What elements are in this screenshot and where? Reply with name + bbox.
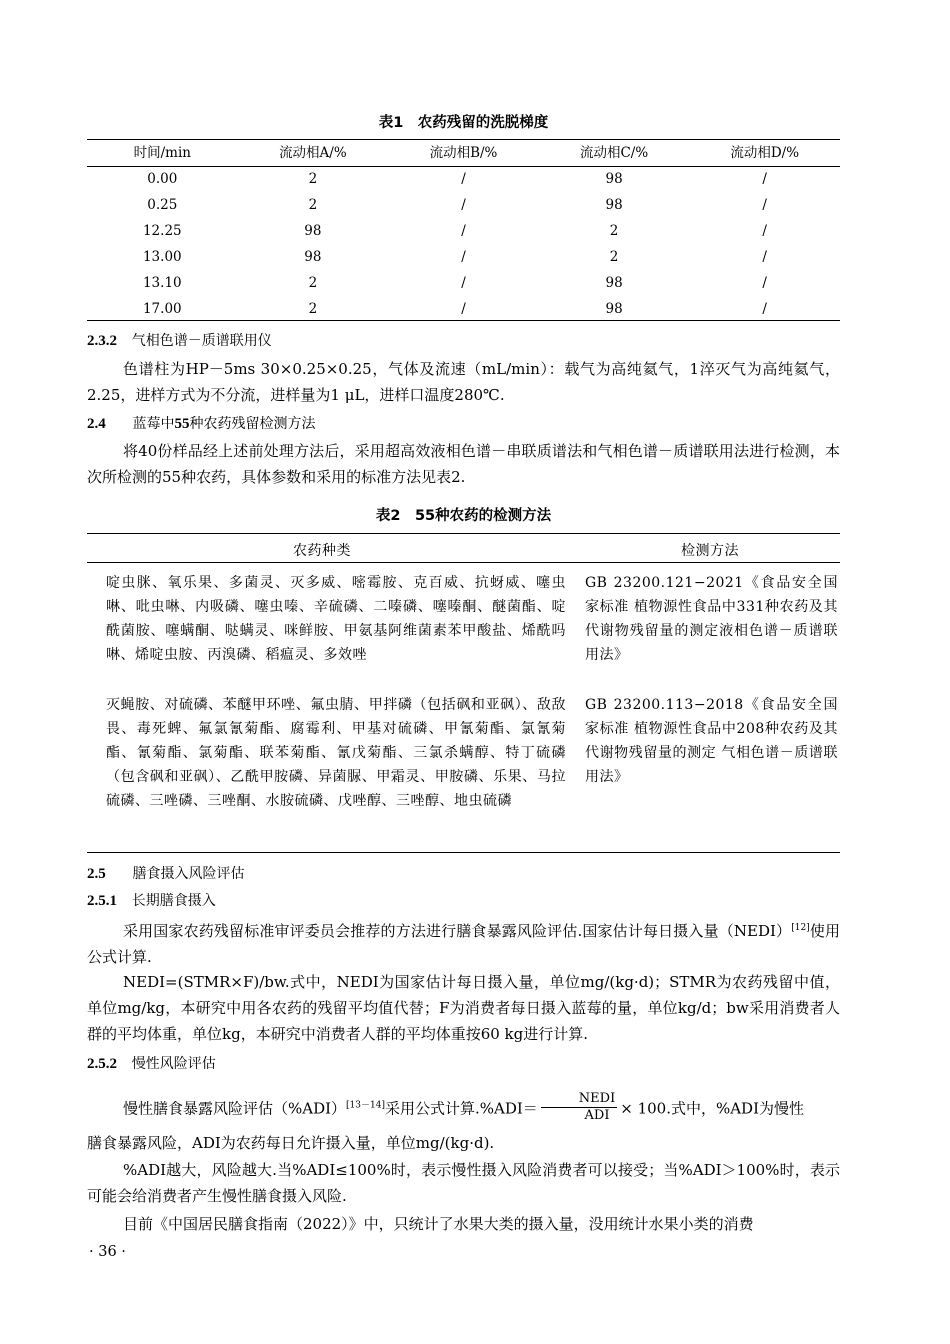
table-cell: / xyxy=(461,301,466,318)
table1 xyxy=(87,141,840,323)
table-cell: 啶虫脒、氧乐果、多菌灵、灭多威、嘧霉胺、克百威、抗蚜威、噻虫啉、吡虫啉、内吸磷、噻虫嗪、辛硫磷、二嗪磷、噻嗪酮、醚菌酯、啶酰菌胺、噻螨酮、哒螨灵、咪鲜胺、甲氨基阿维菌素苯甲酸盐、烯酰吗啉、烯啶虫胺、丙溴磷、稻瘟灵、多效唑 xyxy=(106,575,566,663)
table1-caption: 表1 农药残留的洗脱梯度 xyxy=(378,115,549,131)
table-cell: 17.00 xyxy=(142,301,182,318)
table1-top-rule xyxy=(87,139,840,140)
table-row xyxy=(87,167,840,194)
table1-header-row xyxy=(87,141,840,167)
section-title: 种农药残留检测方法 xyxy=(189,416,316,432)
table-cell: / xyxy=(461,275,466,292)
citation: [12] xyxy=(791,923,810,933)
text: 慢性膳食暴露风险评估（%ADI） xyxy=(123,1099,347,1118)
table-cell: 98 xyxy=(605,197,623,214)
table-cell: GB 23200.121−2021《食品安全国家标准 植物源性食品中331种农药及其代谢物残留量的测定液相色谱－质谱联用法》 xyxy=(585,575,838,663)
table1-header: 时间/min xyxy=(133,144,191,161)
table2-header-rule xyxy=(87,562,840,563)
fraction xyxy=(541,1091,617,1124)
section-title: 气相色谱－质谱联用仪 xyxy=(131,333,272,349)
table-cell: / xyxy=(762,275,767,292)
fraction-numerator: NEDI xyxy=(541,1091,617,1108)
section-heading-2-4 xyxy=(87,410,840,437)
table-cell: 13.00 xyxy=(142,249,182,266)
table-row xyxy=(87,219,840,245)
table-cell: / xyxy=(461,197,466,214)
text: × 100.式中，%ADI为慢性 xyxy=(620,1099,805,1118)
table-cell: 2 xyxy=(609,249,619,266)
table2-caption: 表2 55种农药的检测方法 xyxy=(375,508,552,524)
paragraph: 膳食暴露风险，ADI为农药每日允许摄入量，单位mg/(kg·d). xyxy=(87,1134,495,1152)
section-number: 2.3.2 xyxy=(87,333,117,349)
table-cell: / xyxy=(461,171,466,188)
paragraph: NEDI=(STMR×F)/bw.式中，NEDI为国家估计每日摄入量，单位mg/(kg·d)；STMR为农药残留中值，单位mg/kg，本研究中用各农药的残留平均值代替；F为消费者每日摄入蓝莓的量，单位kg/d；bw采用消费者人群的平均体重，单位kg，本研究中消费者人群的平均体重按60 kg进行计算. xyxy=(87,973,840,1043)
paragraph: 色谱柱为HP－5ms 30×0.25×0.25，气体及流速（mL/min）：载气为高纯氦气，1淬灭气为高纯氦气，2.25，进样方式为不分流，进样量为1 μL，进样口温度280℃. xyxy=(87,360,840,404)
table-cell: 0.00 xyxy=(147,171,178,188)
page-number: · 36 · xyxy=(89,1244,126,1260)
section-number: 2.5 xyxy=(87,866,106,882)
table-cell: / xyxy=(762,223,767,240)
table-cell: 0.25 xyxy=(147,197,178,214)
paragraph: %ADI越大，风险越大.当%ADI≤100%时，表示慢性摄入风险消费者可以接受；当%ADI＞100%时，表示可能会给消费者产生慢性膳食摄入风险. xyxy=(87,1161,840,1205)
table2-header: 农药种类 xyxy=(293,543,351,559)
section-number: 2.4 xyxy=(87,416,106,432)
fraction-denominator: ADI xyxy=(584,1108,610,1123)
table-cell: / xyxy=(762,197,767,214)
table-cell: 12.25 xyxy=(142,223,182,240)
table2-top-rule xyxy=(87,533,840,534)
paragraph: 将40份样品经上述前处理方法后，采用超高效液相色谱－串联质谱法和气相色谱－质谱联用法进行检测，本次所检测的55种农药，具体参数和采用的标准方法见表2. xyxy=(87,442,840,486)
table-cell: / xyxy=(762,171,767,188)
table-cell: 灭蝇胺、对硫磷、苯醚甲环唑、氟虫腈、甲拌磷（包括砜和亚砜）、敌敌畏、毒死蜱、氟氯氰菊酯、腐霉利、甲基对硫磷、甲氰菊酯、氯氰菊酯、氰菊酯、氯菊酯、联苯菊酯、氰戊菊酯、三氯杀螨醇、特丁硫磷（包含砜和亚砜）、乙酰甲胺磷、异菌脲、甲霜灵、甲胺磷、乐果、马拉硫磷、三唑磷、三唑酮、水胺硫磷、戊唑醇、三唑醇、地虫硫磷 xyxy=(106,697,566,809)
table1-header: 流动相A/% xyxy=(279,144,347,161)
table-row xyxy=(87,271,840,297)
table-cell: 98 xyxy=(605,275,623,292)
section-heading-2-5-2 xyxy=(87,1050,840,1077)
table-cell: / xyxy=(762,301,767,318)
paragraph: 目前《中国居民膳食指南（2022）》中，只统计了水果大类的摄入量，没用统计水果小类的消费 xyxy=(123,1215,754,1233)
table-cell: 98 xyxy=(605,301,623,318)
citation: [13－14] xyxy=(346,1100,385,1111)
table-cell: 2 xyxy=(308,197,318,214)
table1-bottom-rule xyxy=(87,320,840,321)
table2-header: 检测方法 xyxy=(681,543,739,559)
text: 采用国家农药残留标准审评委员会推荐的方法进行膳食暴露风险评估.国家估计每日摄入量（NEDI） xyxy=(123,922,792,940)
table-cell: GB 23200.113−2018《食品安全国家标准 植物源性食品中208种农药及其代谢物残留量的测定 气相色谱－质谱联用法》 xyxy=(585,697,838,785)
section-title: 蓝莓中 xyxy=(132,416,175,432)
section-heading-2-5 xyxy=(87,860,840,887)
table-cell: 98 xyxy=(304,249,322,266)
section-number: 2.5.1 xyxy=(87,893,117,909)
table-cell: 98 xyxy=(304,223,322,240)
section-title: 慢性风险评估 xyxy=(131,1056,216,1072)
table-row xyxy=(87,245,840,271)
table-cell: / xyxy=(461,249,466,266)
table-cell: / xyxy=(762,249,767,266)
section-title: 膳食摄入风险评估 xyxy=(132,866,245,882)
table-cell: 2 xyxy=(308,171,318,188)
table-cell: 2 xyxy=(308,275,318,292)
paragraph xyxy=(87,1093,840,1126)
table-cell: 2 xyxy=(308,301,318,318)
table-cell: 13.10 xyxy=(142,275,182,292)
section-title-number: 55 xyxy=(174,416,190,432)
section-heading-2-3-2 xyxy=(87,327,840,354)
section-number: 2.5.2 xyxy=(87,1056,117,1072)
section-title: 长期膳食摄入 xyxy=(131,893,216,909)
text: 使用公式计算. xyxy=(87,922,840,966)
paragraph xyxy=(87,915,840,970)
section-heading-2-5-1 xyxy=(87,887,840,914)
table1-header: 流动相C/% xyxy=(579,144,649,161)
table1-header: 流动相D/% xyxy=(730,144,800,161)
table-cell: / xyxy=(461,223,466,240)
table-cell: 2 xyxy=(609,223,619,240)
table1-header: 流动相B/% xyxy=(429,144,498,161)
table2-bottom-rule xyxy=(87,852,840,853)
table-row xyxy=(87,193,840,219)
table-cell: 98 xyxy=(605,171,623,188)
text: 采用公式计算.%ADI＝ xyxy=(384,1099,538,1118)
